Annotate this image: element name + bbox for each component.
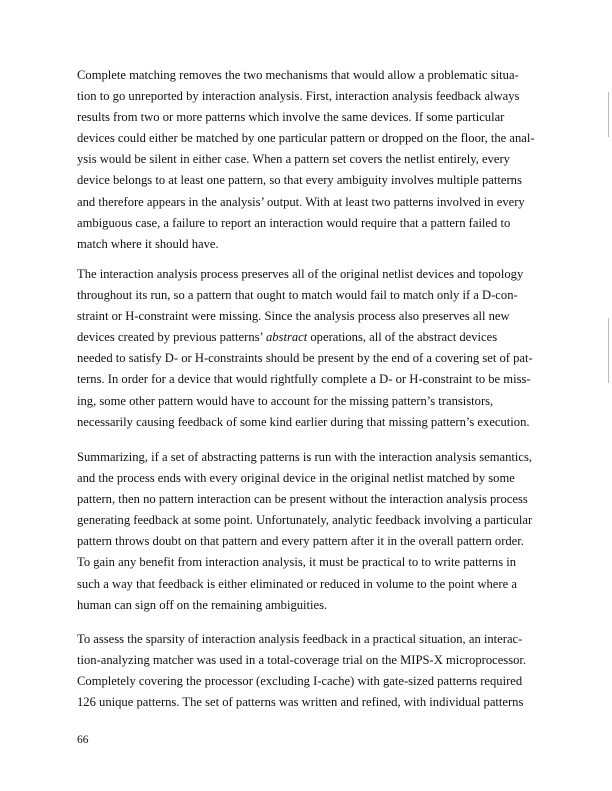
text-line: tion to go unreported by interaction analysis. First, interaction analysis feedback always — [77, 89, 520, 104]
text-line: straint or H-constraint were missing. Since the analysis process also preserves all new — [77, 309, 510, 324]
text-line: 126 unique patterns. The set of patterns was written and refined, with individual patterns — [77, 695, 524, 710]
text-line: tion-analyzing matcher was used in a total-coverage trial on the MIPS-X microprocessor. — [77, 653, 527, 668]
text-line: ambiguous case, a failure to report an interaction would require that a pattern failed to — [77, 215, 511, 230]
text-line: To gain any benefit from interaction analysis, it must be practical to to write patterns in — [77, 555, 517, 570]
text-line: To assess the sparsity of interaction analysis feedback in a practical situation, an interac- — [77, 632, 523, 646]
paragraph-mips-x-trial — [77, 629, 597, 713]
text-line: and the process ends with every original device in the original netlist matched by some — [77, 471, 515, 486]
text-line: device belongs to at least one pattern, so that every ambiguity involves multiple patterns — [77, 173, 522, 188]
paragraph-complete-matching — [77, 65, 597, 255]
page-number: 66 — [77, 734, 89, 746]
text-line: necessarily causing feedback of some kind earlier during that missing pattern’s execution. — [77, 414, 530, 429]
text-line: terns. In order for a device that would rightfully complete a D- or H-constraint to be miss- — [77, 372, 531, 387]
text-line: Completely covering the processor (excluding I-cache) with gate-sized patterns required — [77, 674, 523, 689]
text-line: ing, some other pattern would have to account for the missing pattern’s transistors, — [77, 393, 494, 408]
paragraph-interaction-analysis-process — [77, 264, 597, 433]
scan-edge-mark — [608, 318, 609, 383]
text-line: match where it should have. — [77, 236, 219, 251]
text-line: generating feedback at some point. Unfortunately, analytic feedback involving a particular — [77, 513, 533, 528]
text-line: pattern, then no pattern interaction can be present without the interaction analysis process — [77, 492, 528, 507]
text-segment: devices created by previous patterns’ — [77, 330, 266, 345]
italic-term-abstract: abstract — [265, 330, 308, 345]
scan-edge-mark — [608, 92, 609, 137]
text-line: Summarizing, if a set of abstracting patterns is run with the interaction analysis semantics, — [77, 450, 533, 464]
text-line: human can sign off on the remaining ambiguities. — [77, 597, 328, 612]
text-line: such a way that feedback is either eliminated or reduced in volume to the point where a — [77, 576, 517, 591]
text-line: Complete matching removes the two mechanisms that would allow a problematic situa- — [77, 68, 519, 82]
text-line: devices could either be matched by one particular pattern or dropped on the floor, the anal- — [77, 131, 535, 146]
text-line: needed to satisfy D- or H-constraints should be present by the end of a covering set of pat- — [77, 351, 533, 366]
paragraph-summarizing — [77, 447, 597, 616]
text-line: The interaction analysis process preserves all of the original netlist devices and topology — [77, 267, 524, 281]
text-line: ysis would be silent in either case. When a pattern set covers the netlist entirely, every — [77, 152, 510, 167]
text-line — [77, 327, 597, 348]
text-segment: operations, all of the abstract devices — [307, 330, 498, 345]
text-line: and therefore appears in the analysis’ output. With at least two patterns involved in every — [77, 194, 525, 209]
text-line: throughout its run, so a pattern that ought to match would fail to match only if a D-con- — [77, 288, 518, 303]
text-line: results from two or more patterns which involve the same devices. If some particular — [77, 110, 505, 125]
text-line: pattern throws doubt on that pattern and every pattern after it in the overall pattern order. — [77, 534, 524, 549]
